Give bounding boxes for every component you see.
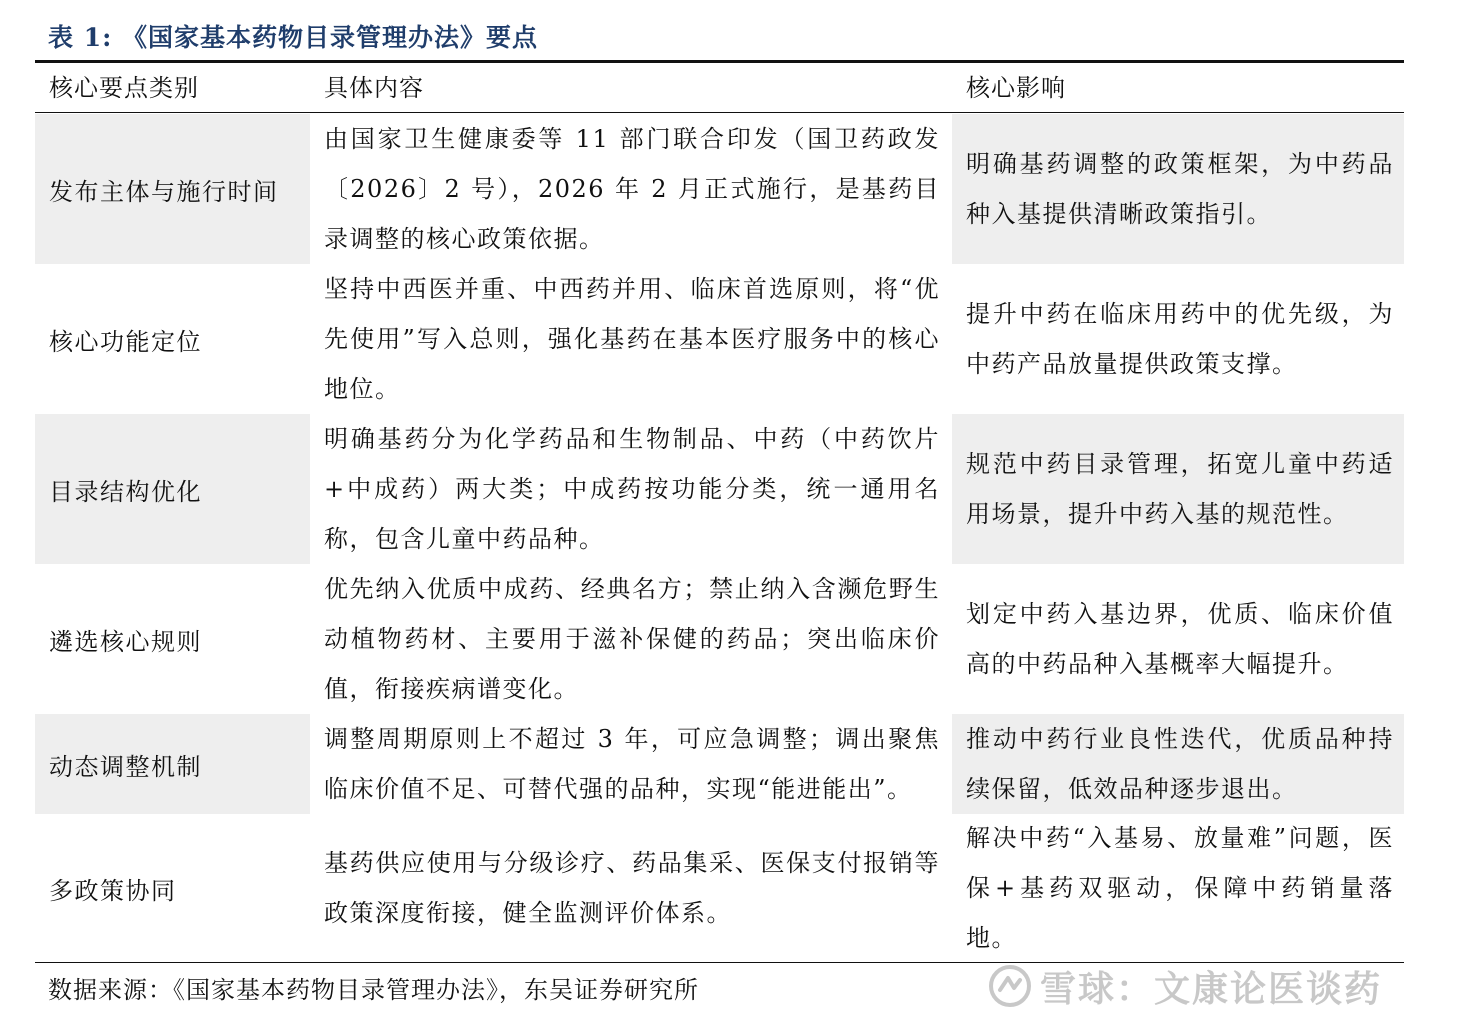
table-row <box>35 814 1404 962</box>
row-impact: 划定中药入基边界，优质、临床价值高的中药品种入基概率大幅提升。 <box>966 600 1394 678</box>
table-row <box>35 564 1404 714</box>
snowball-logo-icon <box>988 964 1032 1008</box>
header-rule <box>35 112 1404 113</box>
row-content: 由国家卫生健康委等 11 部门联合印发（国卫药政发〔2026〕2 号），2026 年 2 月正式施行，是基药目录调整的核心政策依据。 <box>324 125 940 253</box>
row-impact: 解决中药“入基易、放量难”问题，医保+基药双驱动，保障中药销量落地。 <box>966 824 1394 952</box>
header-category: 核心要点类别 <box>49 74 199 102</box>
header-impact: 核心影响 <box>966 74 1066 102</box>
table-row <box>35 264 1404 414</box>
row-category: 动态调整机制 <box>49 752 202 781</box>
table-row <box>35 414 1404 564</box>
watermark <box>988 962 1382 1010</box>
table-header <box>35 63 1404 113</box>
row-content: 基药供应使用与分级诊疗、药品集采、医保支付报销等政策深度衔接，健全监测评价体系。 <box>324 849 940 927</box>
row-category: 遴选核心规则 <box>49 627 202 656</box>
row-category: 多政策协同 <box>49 876 177 905</box>
source-note: 数据来源：《国家基本药物目录管理办法》，东吴证券研究所 <box>48 976 699 1004</box>
row-impact: 明确基药调整的政策框架，为中药品种入基提供清晰政策指引。 <box>966 150 1394 228</box>
row-impact: 规范中药目录管理，拓宽儿童中药适用场景，提升中药入基的规范性。 <box>966 450 1394 528</box>
row-category: 目录结构优化 <box>49 477 202 506</box>
row-impact: 推动中药行业良性迭代，优质品种持续保留，低效品种逐步退出。 <box>966 725 1394 803</box>
row-content: 明确基药分为化学药品和生物制品、中药（中药饮片+中成药）两大类；中成药按功能分类，统一通用名称，包含儿童中药品种。 <box>324 425 940 553</box>
watermark-text: 雪球：文康论医谈药 <box>1040 968 1383 1010</box>
row-impact: 提升中药在临床用药中的优先级，为中药产品放量提供政策支撑。 <box>966 300 1394 378</box>
row-category: 发布主体与施行时间 <box>49 177 279 206</box>
row-content: 优先纳入优质中成药、经典名方；禁止纳入含濒危野生动植物药材、主要用于滋补保健的药品；突出临床价值，衔接疾病谱变化。 <box>324 575 940 703</box>
table-row <box>35 114 1404 264</box>
table-row <box>35 714 1404 814</box>
header-content: 具体内容 <box>324 74 424 102</box>
row-content: 坚持中西医并重、中西药并用、临床首选原则，将“优先使用”写入总则，强化基药在基本医疗服务中的核心地位。 <box>324 275 940 403</box>
table-title: 表 1: 《国家基本药物目录管理办法》要点 <box>48 23 539 52</box>
row-content: 调整周期原则上不超过 3 年，可应急调整；调出聚焦临床价值不足、可替代强的品种，实现“能进能出”。 <box>324 725 940 803</box>
row-category: 核心功能定位 <box>49 327 202 356</box>
